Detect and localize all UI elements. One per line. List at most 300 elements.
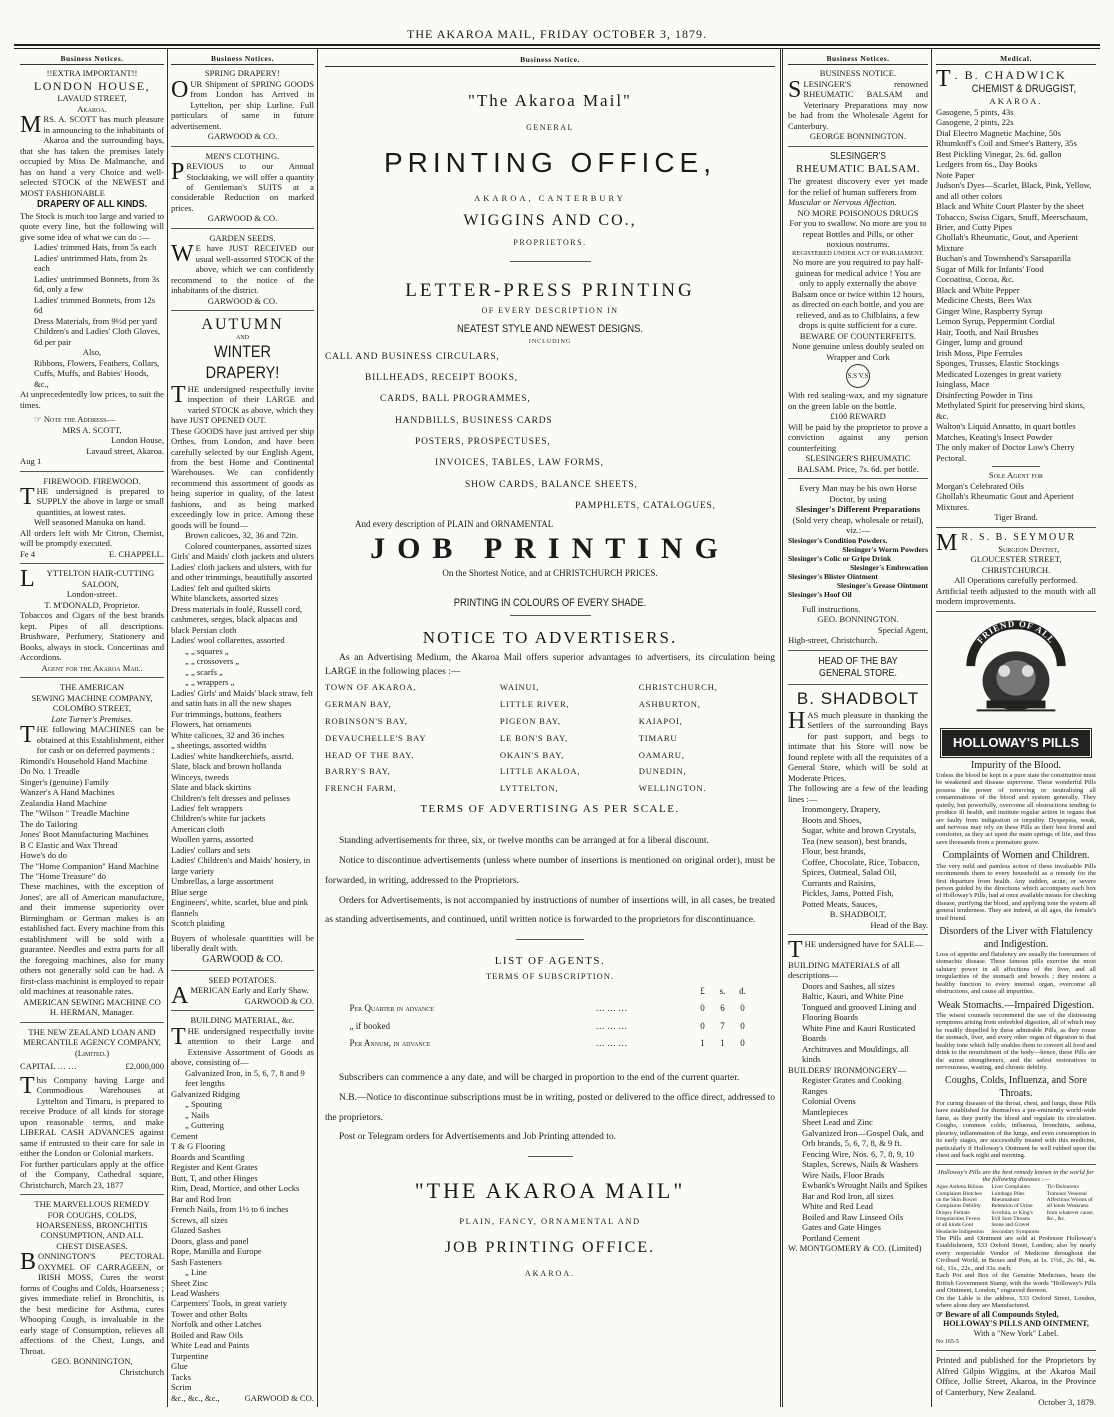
ad-body: ONNINGTON'S PECTORAL OXYMEL OF CARRAGEEN, or IRISH MOSS, Cures the worst forms of Coughs and Colds, Hoarseness ; gives immediate relief in Bronchitis, is the best medicine for Asthma, cures Whooping Cough, is invaluable in the early stage of Consumption, relieves all affections of the Chest, Lungs, and Throat. — [20, 1251, 164, 1356]
ad-subtitle: (Limited.) — [74, 1047, 110, 1058]
list-item: &c., &c., &c., — [171, 1392, 220, 1403]
rate-label: Per Annum, in advance — [349, 1038, 431, 1049]
list-item: Ledgers from 6s., Day Books — [936, 159, 1038, 170]
drop-cap: S — [788, 76, 802, 103]
list-item: Butt, T, and other Hinges — [171, 1172, 258, 1183]
list-item: Do No. 1 Treadle — [20, 766, 80, 777]
drop-cap: T — [936, 66, 953, 93]
list-item: Children's white fur jackets — [171, 813, 266, 824]
list-item: Tacks — [171, 1371, 191, 1382]
list-item: The do Tailoring — [20, 818, 78, 829]
list-item: Potted Meats, Sauces, — [802, 898, 878, 909]
list-item: Staples, Screws, Nails & Washers — [802, 1159, 919, 1170]
table-row — [325, 696, 775, 713]
section-body: Unless the blood be kept in a pure state the constitution must be weakened and disease supervene. These wonderful Pills possess the power of removing or neutralising all contaminations of the blood and system generally. They quietly, but powerfully, overcome all obstructions tending to produce ill health, and institute regular action in organs that are faulty from indigestion or torpidity. Dyspepsia, weak, and nervous may rely on these Pills as their best friend and comforter, as they act upon the main springs of life, and thus save thousands from a premature grave. — [936, 771, 1096, 846]
list-item: Scrim — [171, 1382, 192, 1393]
including-label: INCLUDING — [528, 338, 572, 345]
ad-body: For you to swallow. No more are you to repeat Bottles and Pills, or other noxious nostrums. — [789, 218, 927, 250]
currency-header: d. — [739, 985, 746, 996]
ad-body: Muscular or Nervous Affection. — [788, 197, 897, 208]
list-item: The "Home Companion" Hand Machine — [20, 860, 159, 871]
list-item: Sheet Lead and Zinc — [802, 1117, 873, 1128]
table-row — [325, 780, 775, 797]
column-4 — [788, 54, 928, 1414]
ad-title: GARDEN SEEDS. — [209, 232, 276, 243]
drop-cap: M — [936, 529, 960, 556]
ad-title: YTTELTON HAIR-CUTTING SALOON, — [46, 568, 155, 589]
beware-notice: HOLLOWAY'S PILLS AND OINTMENT, — [943, 1319, 1089, 1329]
list-item: Black and White Pepper — [936, 284, 1020, 295]
service-item: CARDS, BALL PROGRAMMES, — [380, 394, 531, 405]
list-item: Doors and Sashes, all sizes — [802, 980, 895, 991]
list-item: French Nails, from 1½ to 6 inches — [171, 1204, 289, 1215]
imprint: Printed and published for the Proprietors by Alfred Gilpin Wiggins, at the Akaroa Mail Office, Jollie Street, Akaroa, in the Province of Canterbury, New Zealand. — [936, 1355, 1096, 1397]
list-item: Fur trimmings, buttons, feathers — [171, 708, 282, 719]
remedy-ad — [20, 1199, 164, 1377]
ad-title: HOARSENESS, BRONCHITIS — [36, 1220, 148, 1230]
list-item: Ribbons, Flowers, Feathers, Collars, Cuffs, Muffs, and Babies' Hoods, &c., — [34, 357, 160, 389]
list-item: White blanckets, assorted sizes — [171, 593, 278, 604]
place-cell: DUNEDIN, — [638, 766, 687, 777]
ad-signature: B. SHADBOLT, — [829, 909, 887, 920]
drop-cap: T — [20, 1072, 35, 1099]
terms-title: TERMS OF ADVERTISING AS PER SCALE. — [420, 803, 680, 816]
list-item: White Lead and Paints — [171, 1340, 250, 1351]
list-item: Hair, Tooth, and Nail Brushes — [936, 326, 1039, 337]
list-item: Dress Materials, from 9½d per yard — [34, 315, 157, 326]
section-body: The wisest counsels recommend the use of the distressing symptoms arising from enfeebled digestion, all of which may be readily dispelled by these admirable Pills, as they rouse the stomach, liver, and every other organ of digestion to that healthy tone which fully enables them to convert all food and drink to the nourishment of the body—hence, these Pills are the surest strengtheners, and the safest restoratives in nervousness, wasting, and chronic debility. — [936, 1011, 1096, 1071]
list-item: „ sheetings, assorted widths — [171, 740, 267, 751]
drop-cap: M — [20, 112, 42, 139]
drop-cap: T — [788, 937, 803, 963]
list-item: Jones' Boot Manufacturing Machines — [20, 829, 149, 840]
list-item: „ „ wrappers „ — [185, 677, 235, 688]
ad-title: FIREWOOD. FIREWOOD. — [43, 475, 141, 486]
list-item: Dial Electro Magnetic Machine, 50s — [936, 127, 1061, 138]
ad-signature: H. HERMAN, Manager. — [49, 1007, 135, 1018]
list-item: Lemon Syrup, Peppermint Cordial — [936, 316, 1055, 327]
list-item: „ „ squares „ — [185, 645, 229, 656]
list-item: Singer's (genuine) Family — [20, 776, 109, 787]
ad-title: BUILDING MATERIAL, &c. — [190, 1015, 295, 1026]
footer-subtitle: PLAIN, FANCY, ORNAMENTAL AND — [459, 1216, 641, 1227]
list-item: Galvanized Iron—Gospel Oak, and Orb brands, 5, 6, 7, 8, & 9 ft. — [802, 1127, 924, 1149]
list-item: Slesinger's Worm Powders — [842, 544, 928, 554]
list-item: T & G Flooring — [171, 1141, 226, 1152]
list-item: Also, — [82, 347, 102, 358]
list-item: White and Red Lead — [802, 1201, 873, 1212]
ad-body: All orders left with Mr Citron, Chemist, will be promptly executed. — [20, 527, 164, 549]
list-item: Buchan's and Townshend's Sarsaparilla — [936, 253, 1071, 264]
ad-body: HE undersigned respectfully invite attention to their Large and Extensive Assortment of Goods as above, consisting of— — [171, 1025, 314, 1068]
place-cell: GERMAN BAY, — [325, 698, 392, 709]
ad-title: CHEST DISEASES. — [56, 1240, 128, 1251]
ad-body: All Operations carefully performed. — [954, 575, 1078, 586]
place-cell: LYTTELTON, — [499, 783, 559, 794]
neatest-style: NEATEST STYLE AND NEWEST DESIGNS. — [456, 323, 644, 335]
table-row — [325, 730, 775, 747]
ad-title: AND — [236, 334, 249, 341]
list-item: „ Spouting — [185, 1099, 223, 1110]
section-body: The very mild and painless action of these invaluable Pills recommends them to every household as a remedy for the first departure from health. Any sudden, acute, or severe person guided by the directions which accompany each box of Holloway's Pills, had at once available means for checking disease, purifying the blood, and applying tone the system all general tenderness. They are indeed, at all ages, the female's tried friend. — [936, 862, 1096, 922]
list-item: Bar and Rod Iron, all sizes — [802, 1190, 894, 1201]
ad-body: AS much pleasure in thanking the Settlers of the surrounding Bays for past support, and begs to intimate that his Store will now be found replete with all the requisites of a General Store, which will be sold at Moderate Prices. — [788, 709, 928, 783]
service-item: INVOICES, TABLES, LAW FORMS, — [435, 458, 604, 469]
list-item: Ironmongery, Drapery, — [802, 804, 881, 815]
list-item: Slesinger's Embrocation — [850, 563, 928, 572]
list-item: Ladies' trimmed Hats, from 5s each — [34, 242, 157, 253]
ad-title: LONDON HOUSE, — [33, 78, 151, 93]
ad-signature: GARWOOD & CO. — [244, 1392, 314, 1403]
service-item: HANDBILLS, BUSINESS CARDS — [395, 415, 553, 426]
drop-cap: O — [171, 76, 189, 103]
list-item: Winceys, tweeds — [171, 771, 229, 782]
ad-date: Fe 4 — [20, 548, 36, 559]
nz-loan-ad — [20, 1027, 164, 1190]
ad-body: LESINGER'S renowned RHEUMATIC BALSAM and Veterinary Preparations may now be had from the Wholesale Agent for Canterbury. — [788, 78, 928, 131]
list-item: Engineers', white, scarlet, blue and pink flannels — [171, 897, 309, 918]
subscription-table — [348, 983, 753, 1053]
rate-value: 0 — [740, 1038, 745, 1049]
ad-subtitle: Slesinger's Different Preparations — [795, 504, 921, 515]
list-item: Boots and Shoes, — [802, 814, 862, 825]
table-row — [325, 747, 775, 764]
list-item: Gates and Gate Hinges — [802, 1222, 881, 1233]
list-item: Colonial Ovens — [802, 1096, 856, 1107]
ad-number: No 165-5 — [936, 1338, 959, 1345]
ad-body: Tobaccos and Cigars of the best brands kept. Pipes of all descriptions. Brushware, Perfumery, Stationery and Books, always in stock. Concertinas and Accordions. — [20, 610, 164, 663]
ad-body: Will be paid by the proprietor to prove a conviction against any person counterfeiting — [788, 421, 928, 453]
list-item: Ghollah's Rheumatic, Gout, and Aperient Mixture — [936, 232, 1078, 253]
ad-signature: GEORGE BONNINGTON. — [809, 131, 907, 142]
list-item: Ladies' wool collarettes, assorted — [171, 635, 285, 646]
ad-signature: Head of the Bay. — [870, 919, 928, 930]
ad-body: With red sealing-wax, and my signature on the green lable on the bottle. — [788, 390, 928, 411]
mail-title: "The Akaroa Mail" — [467, 91, 632, 111]
svg-text:FRIEND OF ALL — [975, 618, 1057, 645]
list-item: Slesinger's Colic or Gripe Drink — [788, 553, 892, 563]
list-item: Tiger Brand. — [994, 512, 1038, 523]
list-item: Mantlepieces — [802, 1106, 848, 1117]
ad-body: HE undersigned is prepared to SUPPLY the above in large or small quantities, at lowest rates. — [36, 486, 164, 517]
list-item: Dress materials in foulé, Russell cord, cashmeres, serges, black alpacas and black Persian cloth — [171, 603, 303, 635]
list-item: Slate, black and brown hollanda — [171, 761, 282, 772]
list-item: American cloth — [171, 823, 225, 834]
list-item: The only maker of Doctor Low's Cherry Pectoral. — [936, 442, 1075, 463]
ad-body: None genuine unless doubly sealed on Wrapper and Cork — [792, 341, 924, 362]
list-item: Boards and Scantling — [171, 1151, 245, 1162]
ad-title: R. S. B. SEYMOUR — [961, 531, 1077, 543]
table-row — [348, 983, 753, 1001]
beware-notice: ☞ Beware of all Compounds Styled, — [936, 1309, 1059, 1319]
list-item: White Pine and Kauri Rusticated Boards — [802, 1022, 916, 1044]
place-cell: ASHBURTON, — [638, 698, 701, 709]
ad-body: SLESINGER'S RHEUMATIC BALSAM. Price, 7s. 6d. per bottle. — [797, 453, 919, 474]
list-item: Wire Nails, Floor Brads — [802, 1169, 885, 1180]
list-item: Register Grates and Cooking Ranges — [802, 1075, 902, 1096]
ad-title: B. SHADBOLT — [796, 689, 920, 709]
capital-dots: … … — [57, 1061, 77, 1072]
holloway-banner: HOLLOWAY'S PILLS — [942, 730, 1090, 756]
list-item: Sugar of Milk for Infants' Food — [936, 263, 1044, 274]
list-item: Norfolk and other Latches — [171, 1319, 262, 1330]
list-item: Howe's do do — [20, 850, 67, 861]
ad-body: The Stock is much too large and varied to quote every line, but the following will give some idea of what we can do :— — [20, 210, 164, 242]
list-item: The "Home Treasure" do — [20, 870, 107, 881]
sewing-machine-ad — [20, 682, 164, 1018]
list-item: Coffee, Chocolate, Rice, Tobacco, — [802, 856, 920, 867]
rate-label: „ if booked — [349, 1020, 390, 1031]
ad-title: MERCANTILE AGENCY COMPANY, — [23, 1037, 161, 1048]
list-item: Turpentine — [171, 1350, 209, 1361]
sole-agent-label: Sole Agent for — [988, 470, 1044, 481]
ad-subtitle: Late Turner's Premises. — [51, 713, 133, 724]
ad-signature: GARWOOD & CO. — [207, 295, 278, 306]
list-item: Medicated Lozenges in great variety — [936, 368, 1062, 379]
ad-body: The following are a few of the leading lines :— — [788, 783, 928, 804]
drop-cap: B — [20, 1249, 37, 1276]
masthead-rule — [14, 44, 1100, 49]
letterpress-title: LETTER-PRESS PRINTING — [405, 279, 695, 301]
list-item: Children's felt dresses and pelisses — [171, 792, 290, 803]
list-item: The "Wilson " Treadle Machine — [20, 808, 130, 819]
ad-title: SEWING MACHINE COMPANY, — [31, 692, 153, 703]
ad-signature: GARWOOD & CO. — [207, 213, 278, 224]
list-item: Sugar, white and brown Crystals, — [802, 825, 917, 836]
seed-potatoes-ad — [171, 974, 314, 1010]
list-item: Sheet Zinc — [171, 1277, 208, 1288]
rate-dots: … … … — [595, 1020, 628, 1031]
discontinue-note: Notice to discontinue advertisements (unless where number of insertions is mentioned on original order), must be forwarded, in writing, addressed to the Proprietors. — [325, 855, 775, 886]
ad-title: COLOMBO STREET, — [52, 703, 132, 714]
table-row — [348, 1018, 753, 1036]
chemist-list — [936, 107, 1096, 463]
agents-title: LIST OF AGENTS. — [494, 955, 606, 968]
list-item: Isinglass, Mace — [936, 379, 990, 390]
column-header: Business Notices. — [171, 54, 314, 65]
ad-town: CHRISTCHURCH. — [981, 564, 1051, 575]
ad-title: CONSUMPTION, AND ALL — [40, 1230, 144, 1241]
ad-body: (Sold very cheap, wholesale or retail), viz.:— — [792, 514, 924, 536]
list-item: Architraves and Mouldings, all kinds — [802, 1043, 909, 1065]
address-line: London House, — [111, 435, 164, 446]
column-header: Business Notice. — [325, 54, 775, 67]
rate-value: 1 — [720, 1038, 725, 1049]
rate-value: 0 — [740, 1003, 745, 1014]
list-item: Spices, Oatmeal, Salad Oil, — [802, 867, 897, 878]
list-item: Flowers, hat ornaments — [171, 719, 252, 730]
list-item: Sash Fasteners — [171, 1256, 222, 1267]
list-item: Black and White Court Plaster by the sheet — [936, 201, 1085, 212]
list-item: Portland Cement — [802, 1232, 860, 1243]
nb-note: N.B.—Notice to discontinue subscriptions must be in writing, posted or delivered to the office direct, addressed to the proprietors. — [325, 1092, 775, 1123]
list-item: Ewbank's Wrought Nails and Spikes — [802, 1180, 928, 1191]
list-item: Slate and black skirtins — [171, 782, 251, 793]
ad-body: The greatest discovery ever yet made for the relief of human sufferers from — [788, 176, 928, 197]
list-item: Boiled and Raw Oils — [171, 1329, 243, 1340]
ad-title: THE NEW ZEALAND LOAN AND — [28, 1026, 156, 1037]
drop-cap: L — [20, 566, 35, 593]
ad-body: These machines, with the exception of Jones', are all of American manufacture, and their immense superiority over Birmingham or German makes is an established fact. Every machine from this establishment will be sold with a guarantee. Needles and extra parts for all the foregoing machines, also for many others not generally sold can be had. A first-class machinist is employed to repair old machines at reasonable rates. — [20, 881, 164, 997]
list-item: Currants and Raisins, — [802, 877, 876, 888]
service-item: CALL AND BUSINESS CIRCULARS, — [325, 351, 500, 362]
list-item: Ladies' felt wrappers — [171, 802, 243, 813]
printing-office-title: PRINTING OFFICE, — [384, 146, 716, 178]
ad-title: SLESINGER'S — [830, 150, 886, 162]
ad-signature: High-street, Christchurch. — [788, 635, 878, 646]
list-item: Morgan's Celebrated Oils — [936, 480, 1024, 491]
currency-header: £ — [700, 985, 705, 996]
place-cell: DEVAUCHELLE'S BAY — [325, 732, 427, 743]
ad-body: At unprecedentedly low prices, to suit the times. — [20, 389, 164, 410]
diseases-list: Ague Asthma Bilious Complaints Blotches on the Skin Bowel Complaints Debility Dropsy Female Irregularities Fevers of all kinds Gout Headache Indigestion Liver Complaints Lumbago Piles Rheumatism Retention of Urine Scrofula, or King's Evil Sore Throats Stone and Gravel Secondary Symptoms Tic-Doloureux Tumours Venereal Affections Worms of all kinds Weakness from whatever cause, &c., &c. — [936, 1184, 1094, 1235]
place-cell: WAINUI, — [499, 682, 540, 692]
list-item: Colored counterpanes, assorted sizes — [185, 540, 312, 551]
autumn-drapery-ad — [171, 315, 314, 966]
column-center — [325, 54, 775, 1414]
list-item: „ Guttering — [185, 1120, 224, 1131]
ad-body: Buyers of wholesale quantities will be liberally dealt with. — [171, 932, 314, 954]
list-item: Galvanized Ridging — [171, 1088, 240, 1099]
imprint-date: October 3, 1879. — [1038, 1397, 1096, 1408]
place-cell: ROBINSON'S BAY, — [325, 715, 408, 726]
section-body: The Pills and Ointment are sold at Professor Holloway's Establishment, 533 Oxford Street, London, also by nearly every respectable Vendor of Medicine throughout the Civilised World, in Boxes and Pots, at 1s. 1½d., 2s. 9d., 4s. 6d., 11s., 22s., and 33s. each. — [936, 1234, 1096, 1272]
ad-title: BUSINESS NOTICE. — [819, 68, 897, 79]
list-item: „ „ crossovers „ — [185, 656, 240, 667]
list-item: Note Paper — [936, 169, 975, 180]
list-item: Lead Washers — [171, 1288, 220, 1298]
list-item: Glazed Sashes — [171, 1225, 221, 1236]
table-row — [325, 763, 775, 780]
place-cell: LE BON'S BAY, — [499, 732, 568, 743]
subscription-title: TERMS OF SUBSCRIPTION. — [485, 970, 615, 981]
list-item: Tower and other Bolts — [171, 1308, 248, 1319]
ad-agent: Agent for the Akaroa Mail. — [41, 662, 143, 673]
firewood-ad — [20, 476, 164, 560]
capital-value: £2,000,000 — [125, 1061, 164, 1072]
drop-cap: A — [171, 983, 189, 1010]
list-item: Ladies' untrimmed Bonnets, from 3s 6d, only a few — [34, 273, 160, 295]
drop-cap: T — [20, 722, 35, 749]
list-item: Bar and Rod Iron — [171, 1193, 231, 1204]
ad-body: his Company having Large and Commodious Warehouses at Lyttelton and Timaru, is prepared to receive Produce of all kinds for storage upon reasonable terms, and make LIBERAL CASH ADVANCES against same if entrusted to their care for sale in either the London or Colonial markets. — [20, 1074, 164, 1159]
list-item: Walton's Liquid Annatto, in quart bottles — [936, 421, 1076, 432]
drop-cap: W — [171, 241, 194, 268]
list-item: Best Pickling Vinegar, 2s. 6d. gallon — [936, 148, 1062, 159]
ad-signature: GEO. BONNINGTON, — [51, 1356, 133, 1367]
list-item: Judson's Dyes—Scarlet, Black, Pink, Yellow, and all other colors — [936, 180, 1092, 201]
ad-subtitle: £100 REWARD — [830, 411, 886, 422]
rate-value: 1 — [700, 1038, 705, 1049]
ad-subtitle: CHEMIST & DRUGGIST, — [971, 82, 1077, 95]
ad-town: Akaroa. — [77, 103, 107, 114]
service-item: PAMPHLETS, CATALOGUES, — [575, 501, 716, 512]
note-address: ☞ Note the Address— — [34, 414, 116, 425]
list-item: Ladies' white handkerchiefs, assrtd. — [171, 750, 294, 761]
table-row — [348, 1000, 753, 1018]
places-table — [325, 679, 775, 797]
beware-notice: With a "New York" Label. — [973, 1329, 1059, 1339]
section-heading: Coughs, Colds, Influenza, and Sore Throats. — [945, 1075, 1087, 1099]
ad-title: THE AMERICAN — [59, 682, 125, 693]
list-item: Irish Moss, Pipe Ferrules — [936, 347, 1023, 358]
ad-body: Full instructions. — [802, 603, 861, 614]
address-line: MRS A. SCOTT, — [62, 424, 122, 435]
list-item: Tongued and grooved Lining and Flooring Boards — [802, 1001, 917, 1023]
list-item: Rim, Dead, Mortice, and other Locks — [171, 1183, 300, 1194]
place-cell: HEAD OF THE BAY, — [325, 749, 415, 760]
colours-label: PRINTING IN COLOURS OF EVERY SHADE. — [453, 596, 647, 609]
drop-cap: T — [20, 484, 35, 510]
emblem-label: FRIEND OF ALL — [974, 618, 1058, 645]
ad-signature: GARWOOD & CO. — [202, 953, 283, 965]
hair-cutting-ad — [20, 568, 164, 673]
place-label: AKAROA, CANTERBURY — [474, 192, 626, 203]
list-item: Wanzer's A Hand Machines — [20, 787, 115, 798]
ad-proprietor: T. M'DONALD, Proprietor. — [44, 599, 140, 610]
table-row — [348, 1035, 753, 1053]
list-item: Gasogene, 5 pints, 43s — [936, 106, 1014, 117]
ad-signature: Christchurch — [119, 1366, 164, 1377]
place-cell: KAIAPOI, — [638, 715, 683, 726]
list-item: Slesinger's Grease Ointment — [836, 581, 928, 591]
list-item: Ladies' trimmed Bonnets, from 12s 6d — [34, 294, 156, 316]
list-item: Medicine Chests, Bees Wax — [936, 295, 1033, 306]
list-item: „ „ scarfs „ — [185, 666, 223, 677]
rate-value: 6 — [720, 1003, 725, 1014]
place-cell: LITTLE AKALOA, — [499, 766, 581, 777]
ad-signature: W. MONTGOMERY & CO. (Limited) — [788, 1243, 922, 1254]
service-item: POSTERS, PROSPECTUSES, — [415, 437, 551, 447]
list-item: Matches, Keating's Insect Powder — [936, 431, 1053, 442]
column-header: Business Notices. — [20, 54, 164, 65]
ad-signature: Special Agent, — [877, 624, 928, 635]
list-item: Pickles, Jams, Potted Fish, — [802, 888, 894, 899]
list-item: Ladies' collars and sets — [171, 844, 251, 855]
every-description: OF EVERY DESCRIPTION IN — [481, 306, 619, 315]
place-cell: TOWN OF AKAROA, — [325, 682, 417, 692]
list-item: Galvanized Iron, in 5, 6, 7, 8 and 9 feet lengths — [185, 1067, 305, 1089]
section-body: Loss of appetite and flatulency are usually the forerunners of stomachic disease. These famous pills exercise the most salutary power in all affections of the liver, and all irregularities of the stomach and bowels ; they restore a healthy function to every internal organ, overcome all obstructions, and cause all impurities. — [936, 950, 1096, 996]
column-header: Business Notices. — [788, 54, 928, 65]
table-row — [325, 679, 775, 696]
ad-street: LAVAUD STREET, — [57, 93, 127, 104]
list-item: Blue serge — [171, 886, 208, 897]
rate-dots: … … … — [595, 1003, 628, 1014]
section-heading: Complaints of Women and Children. — [942, 850, 1090, 862]
list-item: Rhumkoff's Coil and Smee's Battery, 35s — [936, 138, 1077, 149]
footer-place: AKAROA. — [524, 1269, 576, 1279]
section-body: On the Lable is the address, 533 Oxford Street, London, where alone they are Manufactured. — [936, 1294, 1096, 1310]
column-rule — [931, 48, 932, 1407]
list-item: Girls' and Maids' cloth jackets and ulsters — [171, 551, 314, 562]
list-item: Ladies' felt and quilted skirts — [171, 582, 271, 593]
ad-body: For further particulars apply at the office of the Company, Cathedral square, Christchurch, March 23, 1877 — [20, 1158, 164, 1190]
list-item: Ladies' Children's and Maids' hosiery, in large variety — [171, 855, 311, 876]
ad-date: Aug 1 — [20, 456, 42, 467]
rate-dots: … … … — [595, 1038, 628, 1049]
ad-title: HEAD OF THE BAY GENERAL STORE. — [818, 654, 898, 680]
list-item: Cement — [171, 1130, 198, 1141]
seal-stamp: S.S V.S — [846, 364, 870, 388]
masthead: THE AKAROA MAIL, FRIDAY OCTOBER 3, 1879. — [407, 27, 707, 41]
capital-label: CAPITAL — [20, 1061, 56, 1072]
job-printing-title: JOB PRINTING — [370, 532, 730, 565]
section-body: For curing diseases of the throat, chest, and lungs, these Pills have established for themselves a pre-eminently world-wide fame, as they purify the blood and regulate its circulation. Coughs, common colds, influenza, bronchitis, asthma, pleurisy, inflammation of the lungs, and even consumption in its early stages, are successfully treated with this medicine, particularly if Holloway's Ointment be well rubbed upon the chest and back night and morning. — [936, 1099, 1096, 1160]
service-item: SHOW CARDS, BALANCE SHEETS, — [465, 479, 638, 490]
column-1 — [20, 54, 164, 1414]
list-item: Flour, best brands, — [802, 846, 866, 857]
